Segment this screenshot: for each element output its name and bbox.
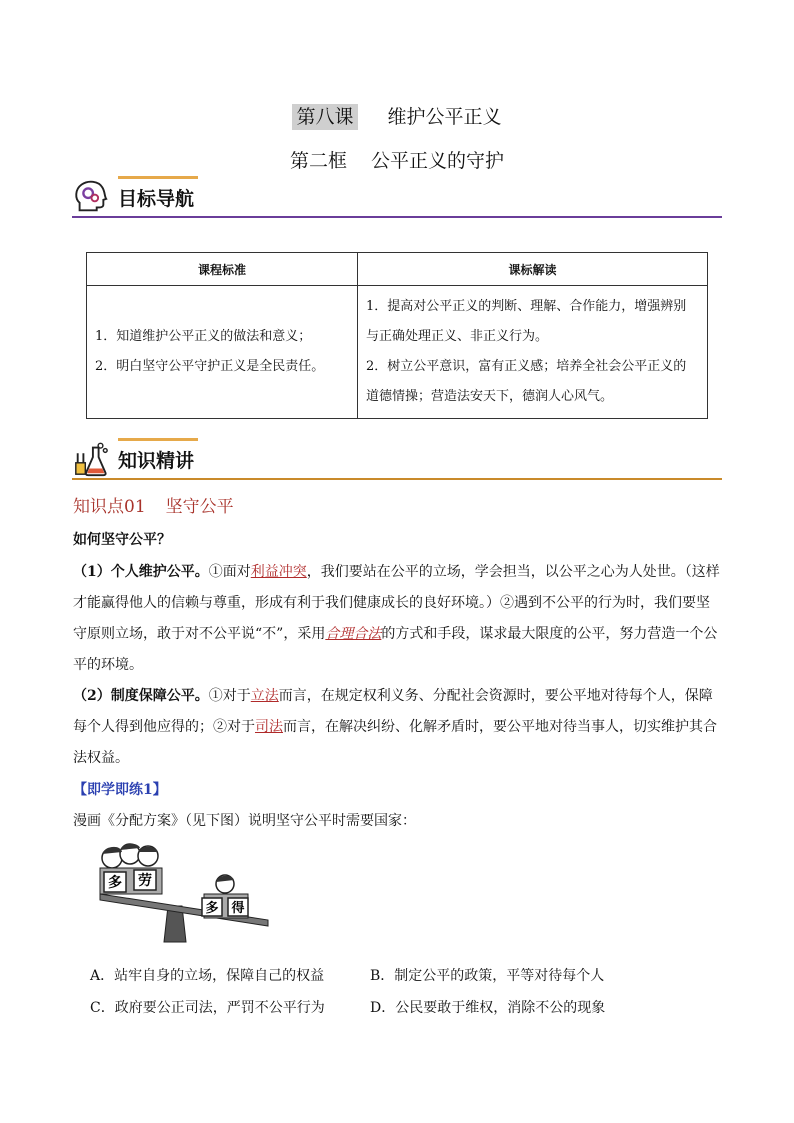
text-run: 而言，在解决纠纷、化解矛盾时，要公平地对待当事人，切实维护其合法权益。 [73,719,717,766]
option-a[interactable]: A．站牢自身的立场，保障自己的权益 [90,968,325,984]
cartoon-sign-text: 多 [108,875,122,891]
interpretation-item: 1．提高对公平正义的判断、理解、合作能力，增强辨别与正确处理正义、非正义行为。 [366,299,687,344]
interpretation-cell [358,286,708,419]
section-accent-bar [118,176,198,179]
section-knowledge-rule [72,478,722,480]
section-goal-title: 目标导航 [118,188,195,210]
standard-item: 1．知道维护公平正义的做法和意义； [95,329,312,344]
question-text: 如何坚守公平？ [73,532,171,548]
lesson-number: 第八课 [292,104,357,130]
text-run: ①对于 [208,688,251,704]
lesson-name: 维护公平正义 [387,106,502,128]
table-row [87,286,708,419]
cartoon-sign-text: 多 [205,901,219,916]
flask-icon [72,440,110,478]
cartoon-distribution-plan [90,838,280,948]
paragraph-individual [73,557,723,681]
option-d[interactable]: D．公民要敢于维权，消除不公的现象 [370,1000,606,1016]
text-run: 的方式和手段，谋求最大限度的公平，努力营造一个公平的环境。 [73,626,718,673]
practice-label: 【即学即练1】 [73,782,167,798]
section-accent-bar [118,438,198,441]
practice-stem: 漫画《分配方案》（见下图）说明坚守公平时需要国家： [73,813,416,829]
frame-title [0,146,794,173]
knowledge-point-title: 坚守公平 [165,497,234,517]
knowledge-point-number: 知识点01 [73,497,146,517]
head-gears-icon [72,178,110,216]
paragraph-system [73,681,723,774]
lesson-title [0,102,794,129]
keyword-underlined: 司法 [255,719,283,735]
text-run: 而言，在规定权利义务、分配社会资源时，要公平地对待每个人，保障每个人得到他应得的；②对于 [73,688,713,735]
knowledge-point-heading [73,492,234,517]
standards-table [86,252,708,419]
section-knowledge-header [72,440,722,480]
interpretation-item: 2．树立公平意识，富有正义感；培养全社会公平正义的道德情操；营造法安天下，德润人心风气。 [366,359,687,404]
text-run: ，我们要站在公平的立场，学会担当，以公平之心为人处世。（这样才能赢得他人的信赖与尊重，形成有利于我们健康成长的良好环境。）②遇到不公平的行为时，我们要坚守原则立场，敢于对不公平说“不”，采用 [73,564,720,642]
section-goal-header [72,178,722,218]
frame-name: 公平正义的守护 [371,150,505,172]
standard-item: 2．明白坚守公平守护正义是全民责任。 [95,359,325,374]
option-b[interactable]: B．制定公平的政策，平等对待每个人 [370,968,605,984]
paragraph-lead: （1）个人维护公平。 [73,564,209,580]
table-header-row [87,253,708,286]
table-header-standard: 课程标准 [87,253,358,286]
keyword-underlined: 利益冲突 [250,564,307,580]
cartoon-sign-text: 劳 [138,873,152,889]
text-run: ①面对 [208,564,251,580]
cartoon-sign-text: 得 [231,901,245,916]
standard-cell [87,286,358,419]
section-goal-rule [72,216,722,218]
option-c[interactable]: C．政府要公正司法，严罚不公平行为 [90,1000,325,1016]
paragraph-lead: （2）制度保障公平。 [73,688,209,704]
table-header-interpretation: 课标解读 [358,253,708,286]
keyword-underlined: 立法 [250,688,279,704]
keyword-italic: 合理合法 [325,626,382,642]
frame-number: 第二框 [289,150,347,172]
section-knowledge-title: 知识精讲 [118,450,195,472]
